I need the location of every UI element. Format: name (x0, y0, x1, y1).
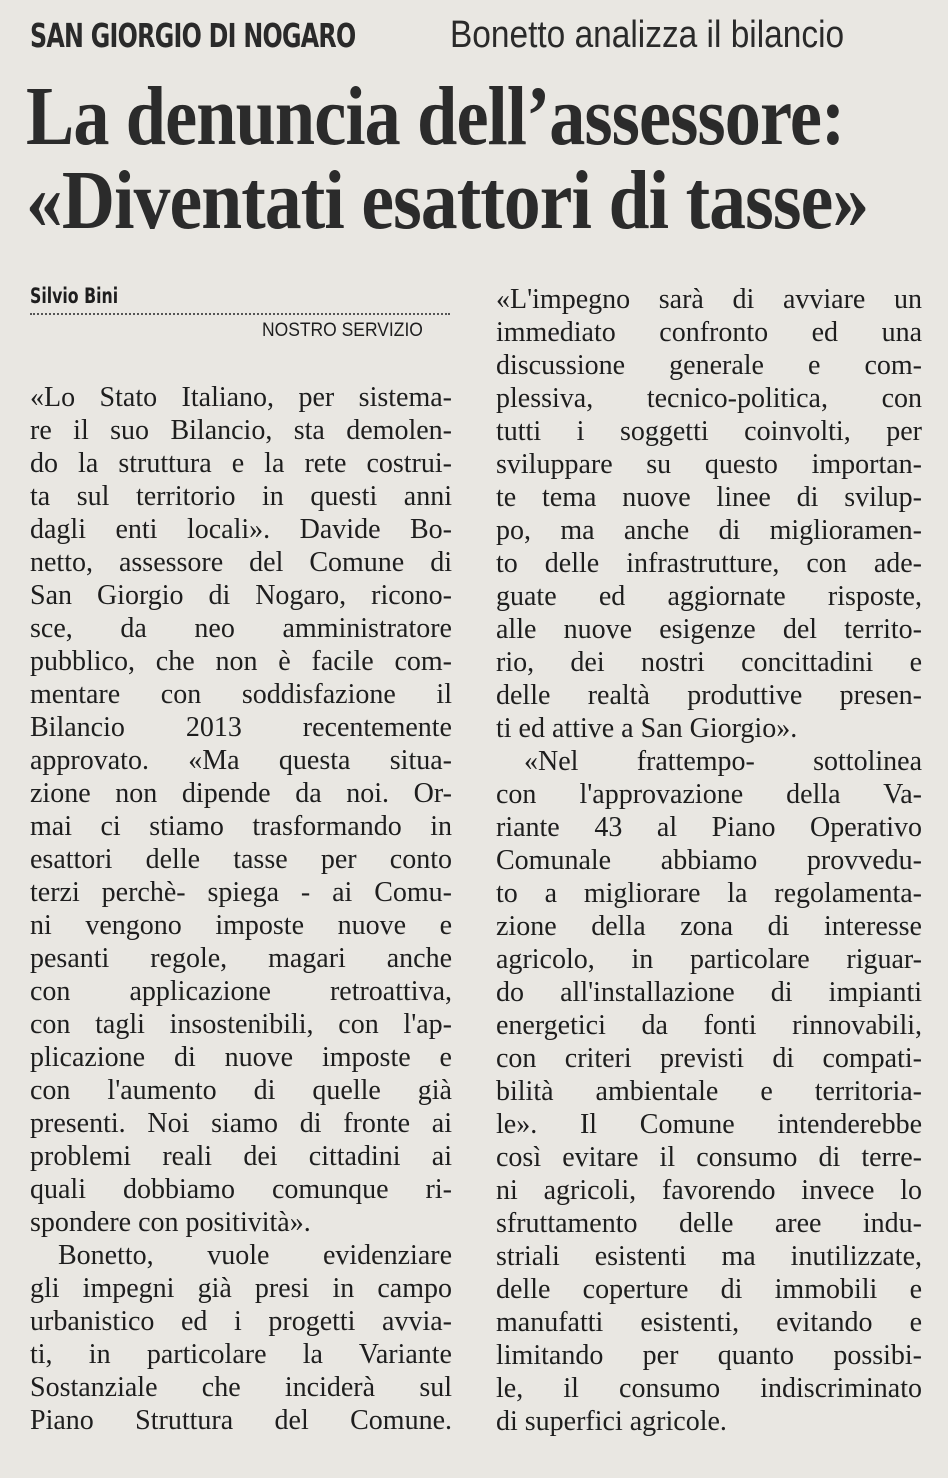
text-line: ni agricoli, favorendo invece lo (496, 1175, 922, 1206)
text-line: riante 43 al Piano Operativo (496, 812, 922, 843)
text-line: mai ci stiamo trasformando in (30, 811, 452, 842)
text-line: approvato. «Ma questa situa- (30, 745, 452, 776)
text-line: do all'installazione di impianti (496, 977, 922, 1008)
text-line: te tema nuove linee di svilup- (496, 482, 922, 513)
article-column-left (30, 381, 452, 1437)
text-line: ni vengono imposte nuove e (30, 910, 452, 941)
text-line: con l'approvazione della Va- (496, 779, 922, 810)
text-line: delle coperture di immobili e (496, 1274, 922, 1305)
text-line: quali dobbiamo comunque ri- (30, 1174, 452, 1205)
text-line: guate ed aggiornate risposte, (496, 581, 922, 612)
text-line: urbanistico ed i progetti avvia- (30, 1306, 452, 1337)
text-line: limitando per quanto possibi- (496, 1340, 922, 1371)
text-line: zione non dipende da noi. Or- (30, 778, 452, 809)
text-line: ti ed attive a San Giorgio». (496, 713, 798, 744)
text-line: zione della zona di interesse (496, 911, 922, 942)
text-line: ta sul territorio in questi anni (30, 481, 452, 512)
byline-service: NOSTRO SERVIZIO (262, 320, 423, 341)
text-line: plicazione di nuove imposte e (30, 1042, 452, 1073)
headline-line-1: La denuncia dell’assessore: (26, 70, 845, 163)
text-line: con criteri previsti di compati- (496, 1043, 922, 1074)
text-line: sce, da neo amministratore (30, 613, 452, 644)
text-line: tutti i soggetti coinvolti, per (496, 416, 922, 447)
text-line: così evitare il consumo di terre- (496, 1142, 922, 1173)
text-line: «L'impegno sarà di avviare un (496, 284, 922, 315)
headline-line-2: «Diventati esattori di tasse» (26, 154, 869, 247)
kicker-subtitle: Bonetto analizza il bilancio (450, 14, 845, 56)
text-line: terzi perchè- spiega - ai Comu- (30, 877, 452, 908)
text-line: sfruttamento delle aree indu- (496, 1208, 922, 1239)
text-line: immediato confronto ed una (496, 317, 922, 348)
text-line: spondere con positività». (30, 1207, 311, 1238)
text-line: «Lo Stato Italiano, per sistema- (30, 382, 452, 413)
text-line: Comunale abbiamo provvedu- (496, 845, 922, 876)
text-line: gli impegni già presi in campo (30, 1273, 452, 1304)
text-line: to delle infrastrutture, con ade- (496, 548, 922, 579)
text-line: plessiva, tecnico-politica, con (496, 383, 922, 414)
text-line: netto, assessore del Comune di (30, 547, 452, 578)
text-line: San Giorgio di Nogaro, ricono- (30, 580, 452, 611)
text-line: le, il consumo indiscriminato (496, 1373, 922, 1404)
text-line: sviluppare su questo importan- (496, 449, 922, 480)
text-line: to a migliorare la regolamenta- (496, 878, 922, 909)
text-line: Sostanziale che inciderà sul (30, 1372, 452, 1403)
text-line: discussione generale e com- (496, 350, 922, 381)
text-line: mentare con soddisfazione il (30, 679, 452, 710)
text-line: manufatti esistenti, evitando e (496, 1307, 922, 1338)
text-line: con tagli insostenibili, con l'ap- (30, 1009, 452, 1040)
text-line: bilità ambientale e territoria- (496, 1076, 922, 1107)
text-line: «Nel frattempo- sottolinea (524, 746, 922, 777)
byline-divider (30, 313, 450, 315)
text-line: pubblico, che non è facile com- (30, 646, 452, 677)
text-line: le». Il Comune intenderebbe (496, 1109, 922, 1140)
text-line: pesanti regole, magari anche (30, 943, 452, 974)
text-line: po, ma anche di miglioramen- (496, 515, 922, 546)
kicker-place: SAN GIORGIO DI NOGARO (30, 16, 356, 55)
text-line: con applicazione retroattiva, (30, 976, 452, 1007)
text-line: delle realtà produttive presen- (496, 680, 922, 711)
text-line: rio, dei nostri concittadini e (496, 647, 922, 678)
text-line: striali esistenti ma inutilizzate, (496, 1241, 922, 1272)
text-line: re il suo Bilancio, sta demolen- (30, 415, 452, 446)
article-column-right (496, 283, 922, 1438)
text-line: con l'aumento di quelle già (30, 1075, 452, 1106)
text-line: Bilancio 2013 recentemente (30, 712, 452, 743)
text-line: alle nuove esigenze del territo- (496, 614, 922, 645)
text-line: di superfici agricole. (496, 1406, 727, 1437)
text-line: ti, in particolare la Variante (30, 1339, 452, 1370)
text-line: energetici da fonti rinnovabili, (496, 1010, 922, 1041)
kicker (30, 14, 845, 56)
text-line: presenti. Noi siamo di fronte ai (30, 1108, 452, 1139)
text-line: Bonetto, vuole evidenziare (58, 1240, 452, 1271)
text-line: agricolo, in particolare riguar- (496, 944, 922, 975)
text-line: do la struttura e la rete costrui- (30, 448, 452, 479)
text-line: esattori delle tasse per conto (30, 844, 452, 875)
text-line: dagli enti locali». Davide Bo- (30, 514, 452, 545)
byline-author: Silvio Bini (30, 284, 119, 308)
text-line: Piano Struttura del Comune. (30, 1405, 452, 1436)
text-line: problemi reali dei cittadini ai (30, 1141, 452, 1172)
